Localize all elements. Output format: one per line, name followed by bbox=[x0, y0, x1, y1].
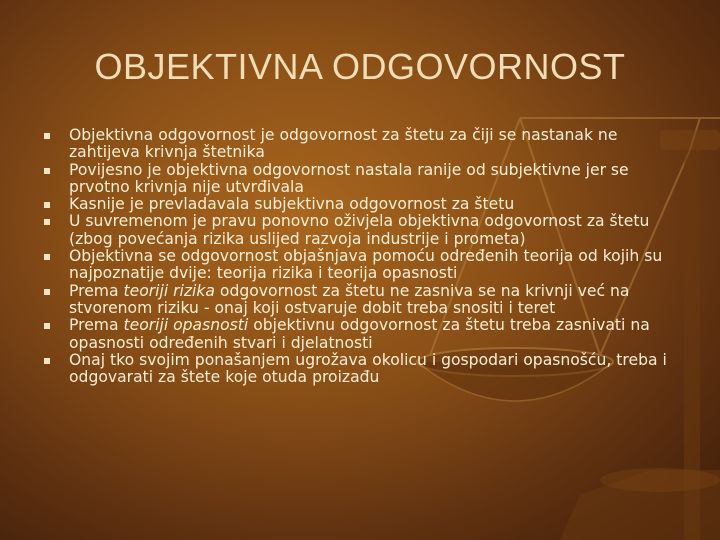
bullet-text: U suvremenom je pravu ponovno oživjela objektivna odgovornost za štetu (zbog povećanja rizika uslijed razvoja industrije i prometa) bbox=[69, 212, 650, 248]
square-bullet-icon bbox=[44, 133, 50, 139]
square-bullet-icon bbox=[44, 289, 50, 295]
bullet-text-pre: Prema bbox=[69, 316, 124, 335]
list-item bbox=[44, 127, 684, 162]
list-item bbox=[44, 213, 684, 248]
bullet-text: Objektivna se odgovornost objašnjava pomoću određenih teorija od kojih su najpoznatije dvije: teorija rizika i teorija opasnosti bbox=[69, 247, 663, 283]
list-item bbox=[44, 283, 684, 318]
bullet-text-post: objektivnu odgovornost za štetu treba zasnivati na opasnosti određenih stvari i djelatnosti bbox=[69, 316, 650, 352]
bullet-text: Objektivna odgovornost je odgovornost za štetu za čiji se nastanak ne zahtijeva krivnja štetnika bbox=[69, 126, 618, 162]
bullet-list bbox=[44, 127, 684, 386]
square-bullet-icon bbox=[44, 323, 50, 329]
square-bullet-icon bbox=[44, 219, 50, 225]
square-bullet-icon bbox=[44, 202, 50, 208]
bullet-text: Kasnije je prevladavala subjektivna odgovornost za štetu bbox=[69, 195, 515, 214]
bullet-text: Onaj tko svojim ponašanjem ugrožava okolicu i gospodari opasnošću, treba i odgovarati za štete koje otuda proizađu bbox=[69, 350, 667, 387]
list-item bbox=[44, 196, 684, 213]
bullet-text-pre: Prema bbox=[69, 281, 124, 300]
list-item bbox=[44, 352, 684, 387]
square-bullet-icon bbox=[44, 358, 50, 364]
bullet-text-italic: teoriji opasnosti bbox=[123, 316, 249, 335]
square-bullet-icon bbox=[44, 254, 50, 260]
list-item bbox=[44, 248, 684, 283]
bullet-text: Povijesno je objektivna odgovornost nastala ranije od subjektivne jer se prvotno krivnja nije utvrđivala bbox=[69, 160, 629, 196]
list-item bbox=[44, 162, 684, 197]
bullet-text-italic: teoriji rizika bbox=[123, 281, 215, 300]
list-item bbox=[44, 317, 684, 352]
slide-title: OBJEKTIVNA ODGOVORNOST bbox=[94, 46, 626, 87]
square-bullet-icon bbox=[44, 168, 50, 174]
bullet-text-post: odgovornost za štetu ne zasniva se na krivnji već na stvorenom riziku - onaj koji ostvaruje dobit treba snositi i teret bbox=[69, 281, 630, 317]
